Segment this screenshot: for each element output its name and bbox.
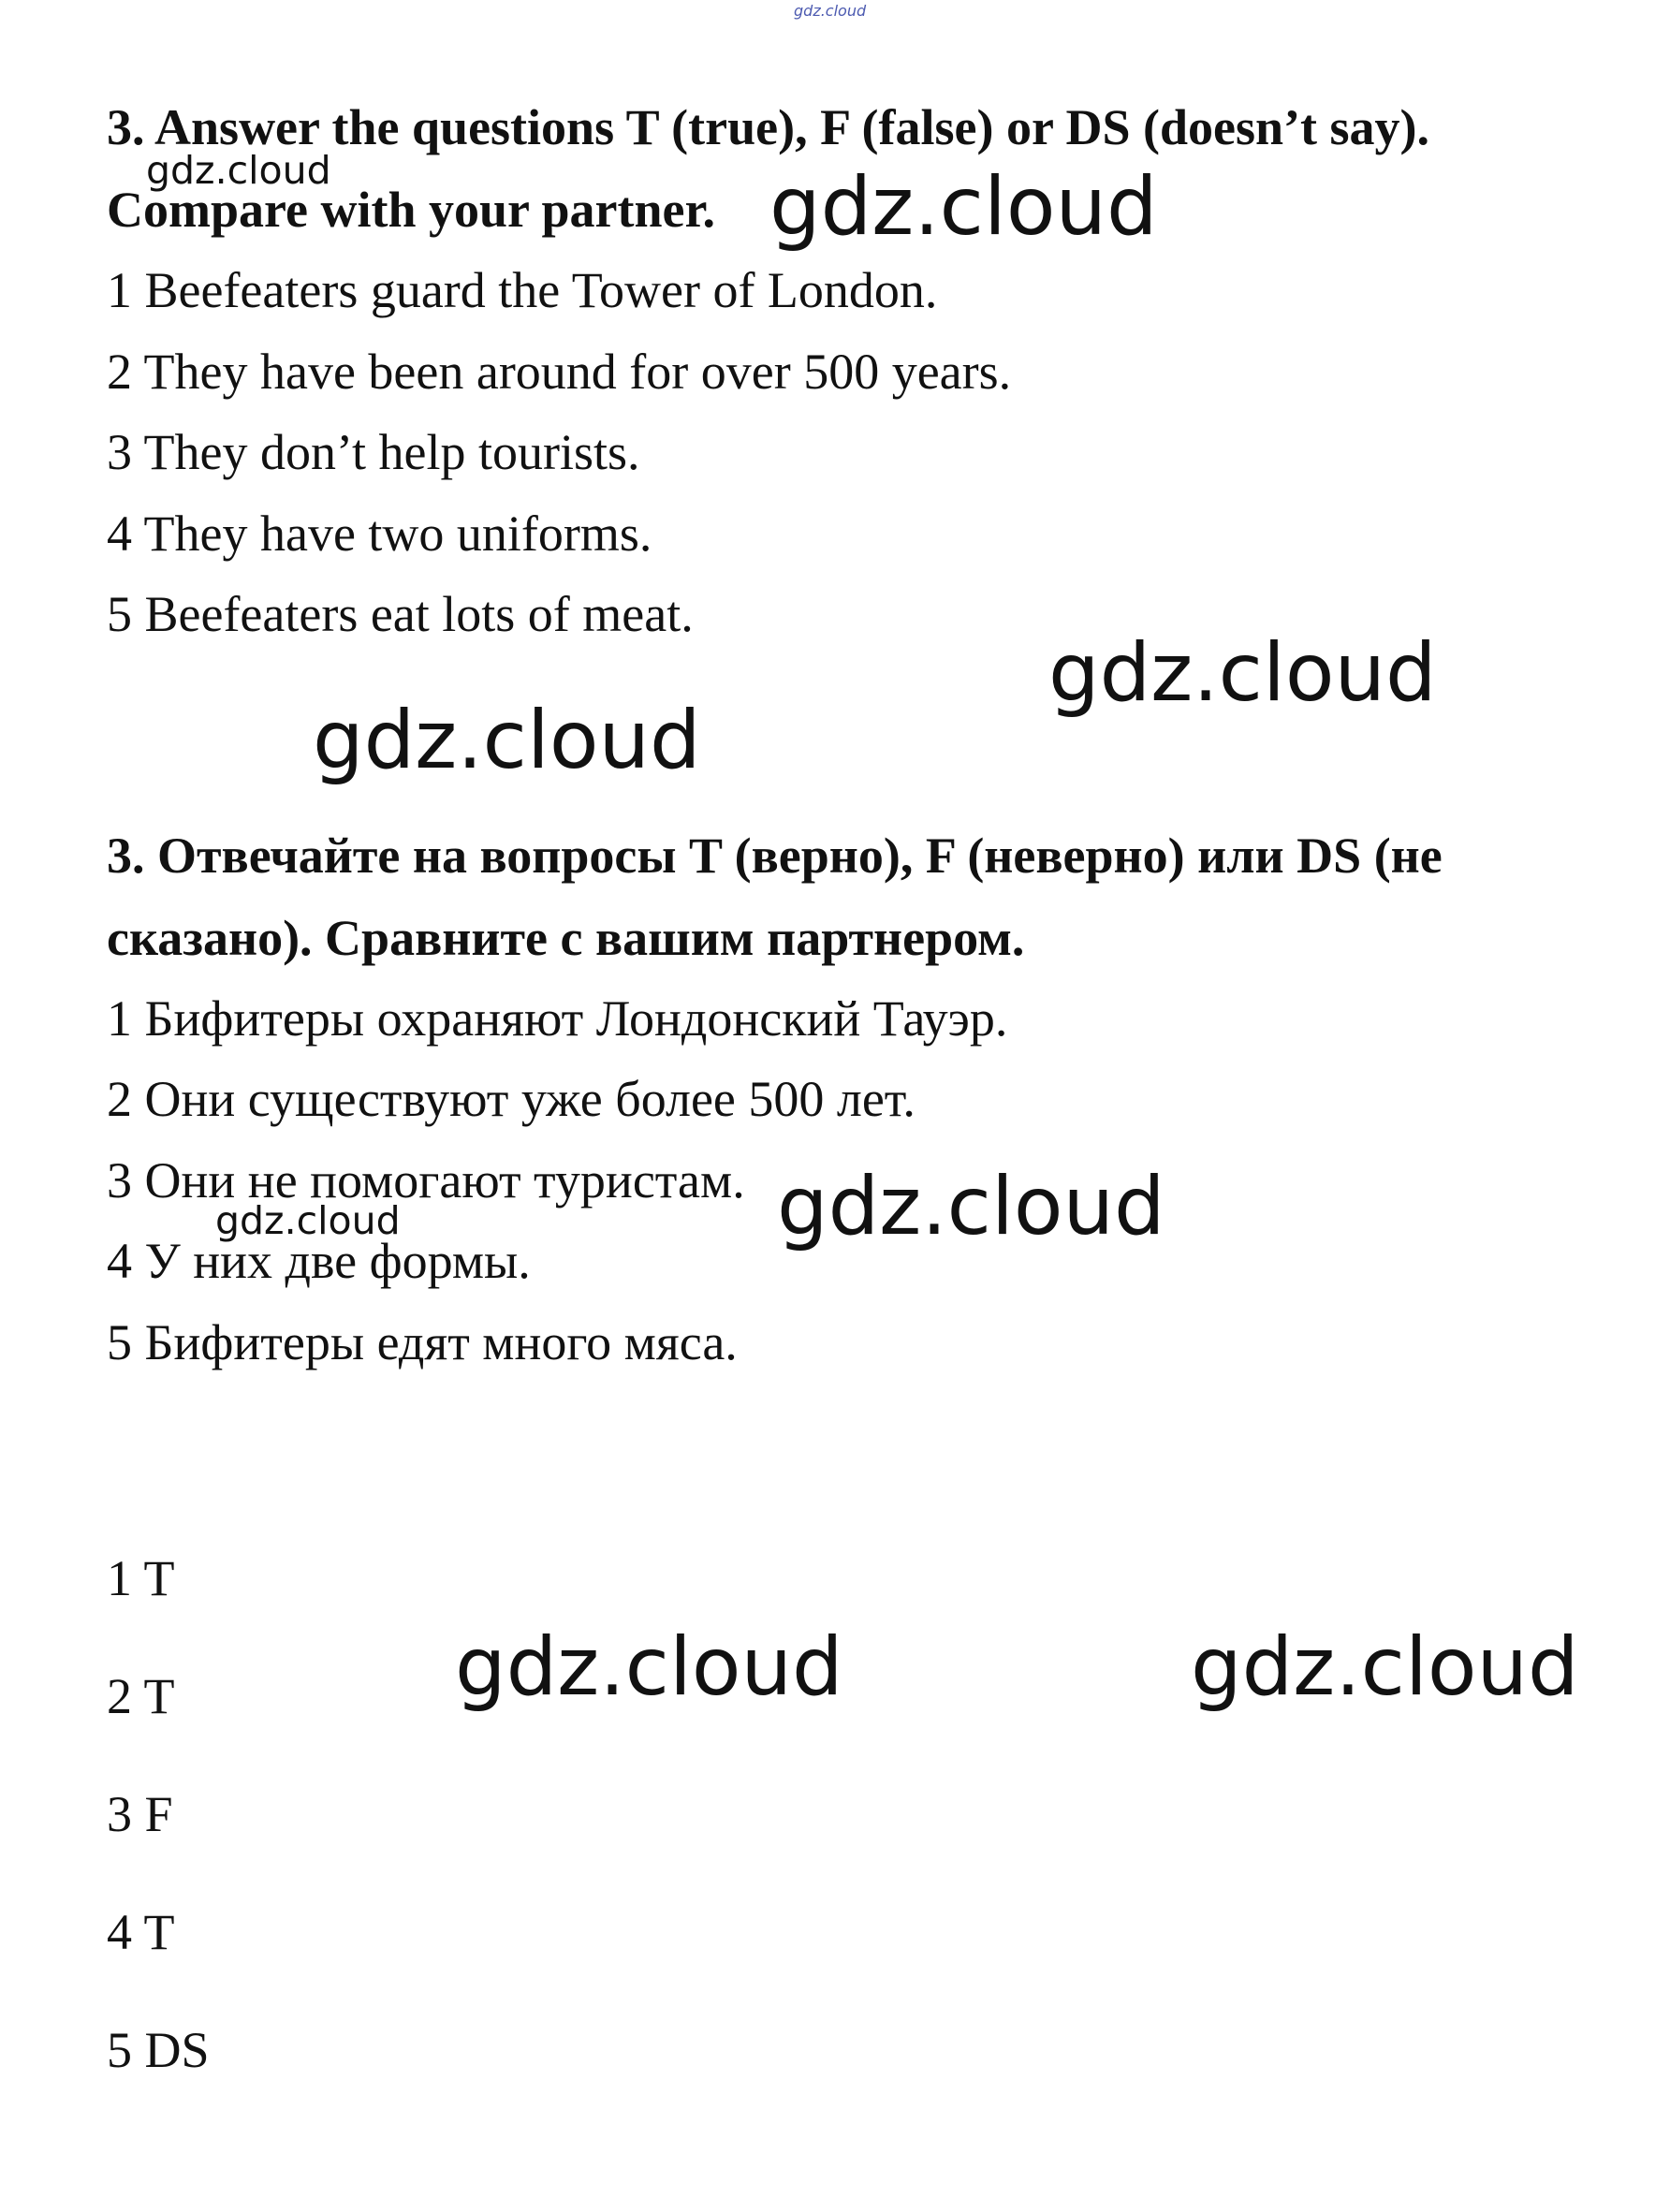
english-item-2: 2 They have been around for over 500 years. xyxy=(107,344,1012,400)
russian-heading-line-1: 3. Отвечайте на вопросы T (верно), F (неверно) или DS (не xyxy=(107,828,1443,884)
answer-5: 5 DS xyxy=(107,2022,210,2078)
watermark: gdz.cloud xyxy=(1191,1620,1579,1714)
english-heading-line-2: Compare with your partner. xyxy=(107,182,716,238)
russian-item-4: 4 У них две формы. xyxy=(107,1233,531,1289)
english-item-1: 1 Beefeaters guard the Tower of London. xyxy=(107,262,938,318)
english-heading-line-1: 3. Answer the questions T (true), F (false) or DS (doesn’t say). xyxy=(107,99,1429,155)
russian-item-5: 5 Бифитеры едят много мяса. xyxy=(107,1314,738,1370)
russian-item-2: 2 Они существуют уже более 500 лет. xyxy=(107,1071,916,1127)
russian-item-3: 3 Они не помогают туристам. xyxy=(107,1152,745,1209)
watermark-small: gdz.cloud xyxy=(215,1198,401,1243)
answer-3: 3 F xyxy=(107,1786,173,1842)
watermark-small: gdz.cloud xyxy=(146,148,331,193)
russian-item-1: 1 Бифитеры охраняют Лондонский Тауэр. xyxy=(107,990,1008,1047)
top-watermark: gdz.cloud xyxy=(794,2,867,20)
russian-heading-line-2: сказано). Сравните с вашим партнером. xyxy=(107,910,1025,966)
watermark: gdz.cloud xyxy=(777,1160,1165,1253)
watermark: gdz.cloud xyxy=(1048,626,1437,720)
watermark: gdz.cloud xyxy=(769,160,1158,254)
english-item-5: 5 Beefeaters eat lots of meat. xyxy=(107,586,694,642)
watermark: gdz.cloud xyxy=(313,694,701,787)
answer-2: 2 T xyxy=(107,1668,175,1724)
watermark: gdz.cloud xyxy=(455,1620,843,1714)
answer-4: 4 T xyxy=(107,1904,175,1960)
english-item-3: 3 They don’t help tourists. xyxy=(107,424,640,480)
english-item-4: 4 They have two uniforms. xyxy=(107,505,652,562)
answer-1: 1 T xyxy=(107,1550,175,1606)
